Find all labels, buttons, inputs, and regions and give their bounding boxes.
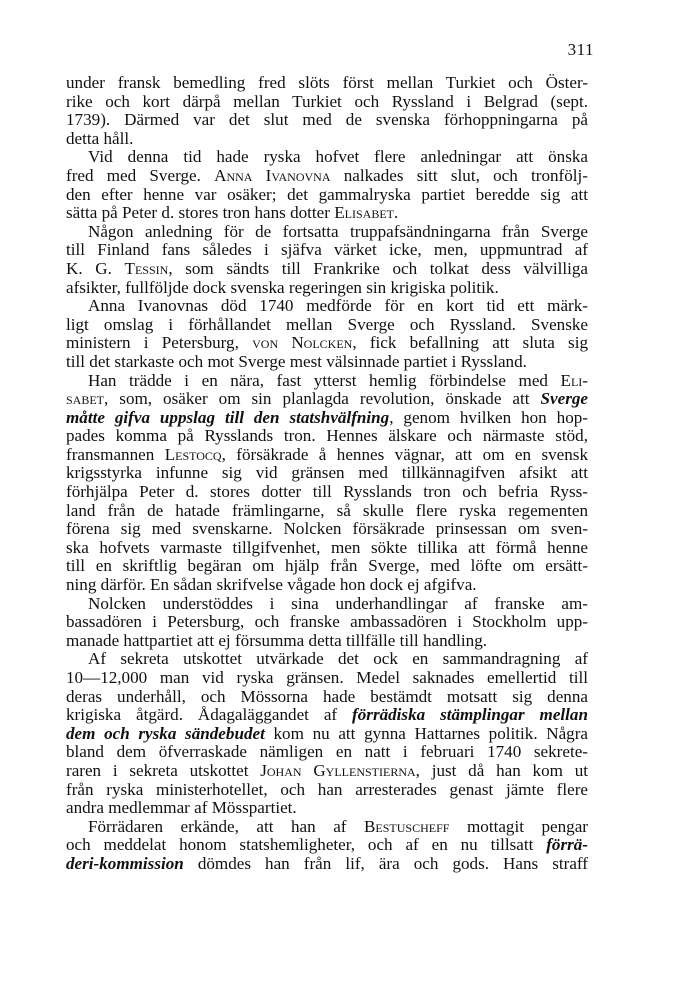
text-line xyxy=(66,390,588,409)
text-run: manade hattpartiet att ej försumma detta tillfälle till handling. xyxy=(66,630,488,650)
text-line xyxy=(66,613,588,632)
text-run: fred med Sverge. xyxy=(66,165,215,185)
text-line xyxy=(66,836,588,855)
emphasis-text: dem och ryska sändebudet xyxy=(66,723,265,743)
text-line xyxy=(66,576,588,595)
text-run: 1739). Därmed var det slut med de svenska förhoppningarna på xyxy=(66,110,588,130)
text-run: ska hofvets varmaste tillgifvenhet, men sökte tillika att förmå henne xyxy=(66,537,588,557)
text-line xyxy=(66,799,588,818)
text-run: ligt omslag i förhållandet mellan Sverge och Ryssland. Svenske xyxy=(66,314,588,334)
text-line xyxy=(66,483,588,502)
text-run: krigiska åtgärd. Ådagaläggandet af xyxy=(66,705,353,725)
text-run: sätta på Peter d. stores tron hans dotter xyxy=(66,203,335,223)
text-run: Af sekreta utskottet utvärkade det ock en sammandragning af xyxy=(88,649,588,669)
text-run: , som, osäker om sin planlagda revolution, önskade att xyxy=(104,389,541,409)
text-line xyxy=(66,204,588,223)
text-line xyxy=(66,241,588,260)
text-run: detta håll. xyxy=(66,128,134,148)
text-line xyxy=(66,595,588,614)
text-line xyxy=(66,372,588,391)
text-line xyxy=(66,427,588,446)
page-number: 311 xyxy=(567,40,594,59)
name-smallcaps: Johan Gyllenstierna xyxy=(260,760,416,780)
text-run: bassadören i Petersburg, och franske ambassadören i Stockholm upp- xyxy=(66,612,588,632)
text-line xyxy=(66,279,588,298)
name-smallcaps: Elisabet xyxy=(334,203,394,223)
text-run: . xyxy=(394,203,399,223)
text-line xyxy=(66,818,588,837)
text-run: Nolcken understöddes i sina underhandlingar af franske am- xyxy=(88,593,588,613)
text-run: , försäkrade å hennes vägnar, att om en svensk xyxy=(221,444,588,464)
body-text xyxy=(66,74,588,874)
name-smallcaps: Bestuscheff xyxy=(364,816,450,836)
text-run: dömdes han från lif, ära och gods. Hans straff xyxy=(183,853,588,873)
emphasis-text: deri-kommission xyxy=(66,853,184,873)
text-line xyxy=(66,316,588,335)
name-smallcaps: Anna Ivanovna xyxy=(214,165,331,185)
name-smallcaps: sabet xyxy=(66,389,105,409)
text-line xyxy=(66,446,588,465)
text-run: afsikter, fullföljde dock svenska regeringen sin krigiska politik. xyxy=(66,277,499,297)
text-run: ning därför. En sådan skrifvelse vågade hon dock ej afgifva. xyxy=(66,575,477,595)
text-line xyxy=(66,186,588,205)
emphasis-text: förrädiska stämplingar mellan xyxy=(352,705,588,725)
text-line xyxy=(66,669,588,688)
text-run: till en skriftlig begäran om hjälp från Sverge, med löfte om ersätt- xyxy=(66,556,588,576)
text-line xyxy=(66,223,588,242)
text-line xyxy=(66,260,588,279)
text-run: till det starkaste och mot Sverge mest välsinnade partiet i Ryssland. xyxy=(66,351,527,371)
text-run: under fransk bemedling fred slöts först mellan Turkiet och Öster- xyxy=(66,73,588,92)
emphasis-text: Sverge xyxy=(540,389,588,409)
text-line xyxy=(66,781,588,800)
text-run: till Finland fans således i sjäfva värket icke, men, uppmuntrad af xyxy=(66,240,588,260)
text-line xyxy=(66,520,588,539)
text-run: 10—12,000 man vid ryska gränsen. Medel saknades emellertid till xyxy=(66,668,588,687)
text-run: pades komma på Rysslands tron. Hennes älskare och närmaste stöd, xyxy=(66,426,588,446)
text-run: bland dem öfverraskade nämligen en natt i februari 1740 sekrete- xyxy=(66,742,588,762)
text-run: den efter henne var osäker; det gammalryska partiet beredde sig att xyxy=(66,184,588,204)
text-run: Vid denna tid hade ryska hofvet flere anledningar att önska xyxy=(88,147,588,167)
text-line xyxy=(66,334,588,353)
text-line xyxy=(66,409,588,428)
text-run: deras underhåll, och Mössorna hade bestämdt motsatt sig denna xyxy=(66,686,588,706)
text-line xyxy=(66,93,588,112)
text-line xyxy=(66,539,588,558)
text-line xyxy=(66,74,588,93)
text-run: Anna Ivanovnas död 1740 medförde för en kort tid ett märk- xyxy=(88,296,588,316)
text-run: från ryska ministerhotellet, och han arresterades genast jämte flere xyxy=(66,779,588,799)
emphasis-text: förrä- xyxy=(546,835,588,855)
text-run: land från de hatade främlingarne, så skulle flere ryska regementen xyxy=(66,500,588,520)
text-line xyxy=(66,557,588,576)
text-run: rike och kort därpå mellan Turkiet och Ryssland i Belgrad (sept. xyxy=(66,91,588,111)
text-line xyxy=(66,632,588,651)
text-line xyxy=(66,762,588,781)
text-line xyxy=(66,502,588,521)
text-run: andra medlemmar af Mösspartiet. xyxy=(66,798,297,818)
text-run: Han trädde i en nära, fast ytterst hemlig förbindelse med xyxy=(88,370,561,390)
name-smallcaps: Tessin xyxy=(124,258,169,278)
text-run: och meddelat honom statshemligheter, och af en nu tillsatt xyxy=(66,835,547,855)
name-smallcaps: Lestocq xyxy=(164,444,222,464)
text-run: Förrädaren erkände, att han af xyxy=(88,816,365,836)
text-line xyxy=(66,130,588,149)
text-run: , genom hvilken hon hop- xyxy=(389,407,588,427)
name-smallcaps: Eli- xyxy=(560,370,588,390)
text-run: förena sig med svenskarne. Nolcken försäkrade prinsessan om sven- xyxy=(66,519,588,539)
text-line xyxy=(66,706,588,725)
text-run: Någon anledning för de fortsatta truppafsändningarna från Sverge xyxy=(88,221,588,241)
text-run: ministern i Petersburg, xyxy=(66,333,253,353)
text-line xyxy=(66,353,588,372)
text-run: K. G. xyxy=(66,258,125,278)
text-line xyxy=(66,464,588,483)
text-line xyxy=(66,650,588,669)
text-line xyxy=(66,855,588,874)
text-run: nalkades sitt slut, och tronfölj- xyxy=(330,165,588,185)
text-run: mottagit pengar xyxy=(449,816,588,836)
text-line xyxy=(66,148,588,167)
text-run: , som sändts till Frankrike och tolkat dess välvilliga xyxy=(168,258,588,278)
name-smallcaps: von Nolcken xyxy=(252,333,353,353)
text-run: , just då han kom ut xyxy=(415,760,588,780)
text-run: förhjälpa Peter d. stores dotter till Rysslands tron och befria Ryss- xyxy=(66,482,588,502)
text-line xyxy=(66,688,588,707)
text-line xyxy=(66,297,588,316)
text-run: krigsstyrka infunne sig vid gränsen med tillkännagifven afsikt att xyxy=(66,463,588,483)
emphasis-text: måtte gifva uppslag till den statshvälfning xyxy=(66,407,390,427)
text-run: raren i sekreta utskottet xyxy=(66,760,261,780)
text-run: kom nu att gynna Hattarnes politik. Några xyxy=(264,723,589,743)
text-line xyxy=(66,725,588,744)
text-run: fransmannen xyxy=(66,444,165,464)
text-line xyxy=(66,111,588,130)
text-line xyxy=(66,743,588,762)
text-run: , fick befallning att sluta sig xyxy=(352,333,589,353)
text-line xyxy=(66,167,588,186)
